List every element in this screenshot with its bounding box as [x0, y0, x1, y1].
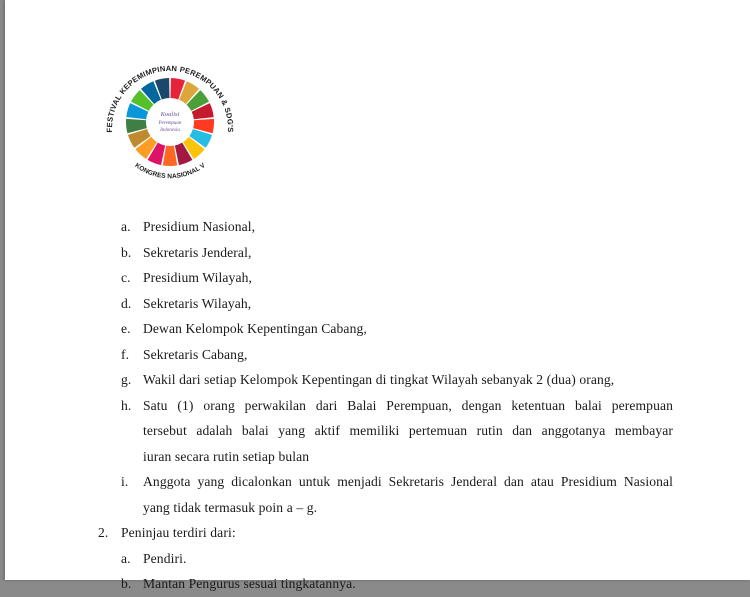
list-marker: c. [121, 270, 131, 285]
logo-ring-text: FESTIVAL KEPEMIMPINAN PEREMPUAN & SDG'S [104, 63, 236, 133]
list-marker: h. [121, 397, 132, 413]
list-text: Pendiri. [143, 550, 187, 566]
list-text: Presidium Nasional, [143, 219, 256, 234]
list-marker: e. [121, 321, 131, 336]
list-marker: b. [121, 576, 132, 591]
list-item-h [5, 393, 750, 470]
list-text: Peninjau terdiri dari: [121, 525, 236, 540]
logo-center-line-2: Perempuan [158, 121, 182, 126]
logo-center-line-3: Indonesia [160, 128, 180, 133]
wheel-segment [163, 146, 177, 166]
document-page [5, 0, 750, 591]
list-text-line: yang tidak termasuk poin a – g. [143, 499, 318, 515]
list-item-i [5, 469, 750, 520]
list-marker: 2. [98, 525, 109, 540]
list-marker: g. [121, 372, 132, 387]
list-marker: i. [121, 474, 129, 489]
list-item-d [5, 291, 750, 317]
list-item-a [5, 214, 750, 240]
list-item-g [5, 367, 750, 393]
member-list [5, 214, 750, 597]
list-text: Sekretaris Jenderal, [143, 244, 252, 260]
list-marker: a. [121, 550, 131, 566]
logo-center-line-1: Koalisi [160, 111, 180, 118]
list-item-peninjau-b [5, 571, 750, 597]
list-text: Sekretaris Cabang, [143, 346, 248, 362]
list-item-2 [5, 520, 750, 546]
list-text: Wakil dari setiap Kelompok Kepentingan di tingkat Wilayah sebanyak 2 (dua) orang, [143, 372, 615, 387]
list-text-line: tersebut adalah balai yang aktif memiliki pertemuan rutin dan anggotanya membayar [143, 423, 673, 438]
logo-bottom-text: KONGRES NASIONAL V [133, 162, 207, 181]
kongres-logo [100, 52, 240, 192]
list-text: Presidium Wilayah, [143, 270, 252, 285]
list-marker: f. [121, 346, 130, 362]
list-text: Dewan Kelompok Kepentingan Cabang, [143, 321, 367, 336]
list-marker: b. [121, 244, 132, 260]
list-text-line: Satu (1) orang perwakilan dari Balai Perempuan, dengan ketentuan balai perempuan [143, 397, 673, 413]
list-text: Sekretaris Wilayah, [143, 295, 252, 311]
list-text-line: Anggota yang dicalonkan untuk menjadi Sekretaris Jenderal dan atau Presidium Nasional [143, 474, 673, 489]
list-text-line: iuran secara rutin setiap bulan [143, 448, 310, 464]
list-text: Mantan Pengurus sesuai tingkatannya. [143, 576, 356, 591]
list-item-c [5, 265, 750, 291]
list-item-b [5, 240, 750, 266]
list-marker: a. [121, 219, 131, 234]
list-marker: d. [121, 295, 132, 311]
list-item-f [5, 342, 750, 368]
list-item-e [5, 316, 750, 342]
list-item-peninjau-a [5, 546, 750, 572]
